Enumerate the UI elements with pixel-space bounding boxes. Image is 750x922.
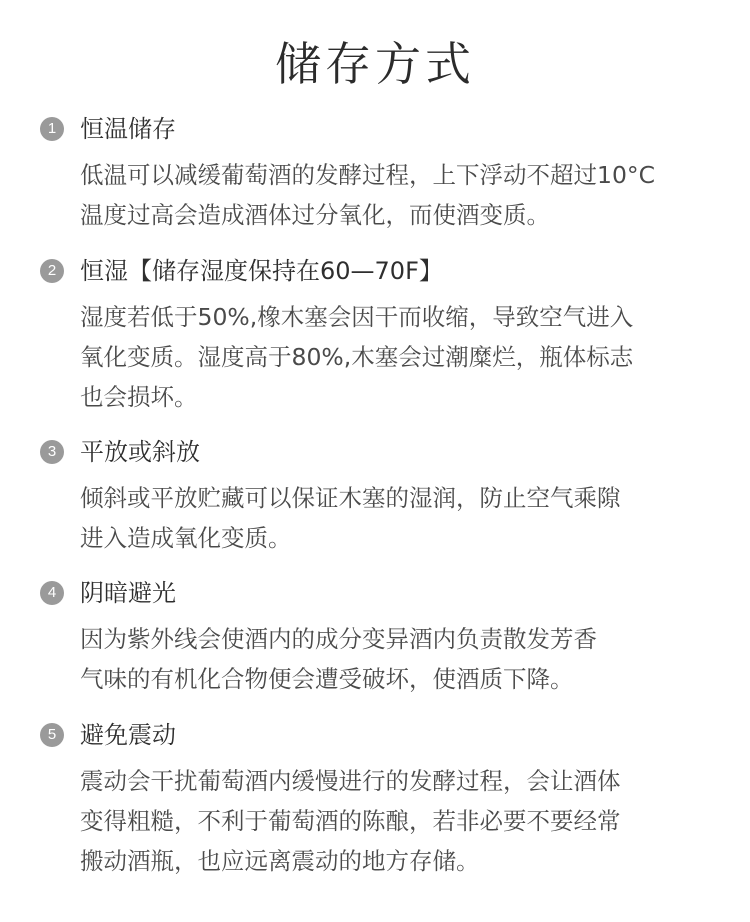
section-constant-temperature — [40, 112, 720, 235]
number-badge: 3 — [40, 440, 64, 464]
section-dark-storage — [40, 576, 720, 699]
section-title: 恒湿【储存湿度保持在60—70F】 — [80, 257, 443, 285]
body-line: 低温可以减缓葡萄酒的发酵过程，上下浮动不超过10°C — [80, 161, 656, 189]
section-header — [40, 112, 720, 146]
body-line: 变得粗糙，不利于葡萄酒的陈酿，若非必要不要经常 — [80, 807, 621, 835]
section-header — [40, 435, 720, 469]
section-body — [80, 297, 720, 417]
body-line: 湿度若低于50%,橡木塞会因干而收缩，导致空气进入 — [80, 303, 634, 331]
section-body — [80, 478, 720, 558]
body-line: 因为紫外线会使酒内的成分变异酒内负责散发芳香 — [80, 625, 597, 653]
section-constant-humidity — [40, 254, 720, 417]
body-line: 震动会干扰葡萄酒内缓慢进行的发酵过程，会让酒体 — [80, 767, 621, 795]
number-badge: 2 — [40, 259, 64, 283]
section-avoid-vibration — [40, 718, 720, 881]
body-line: 倾斜或平放贮藏可以保证木塞的湿润，防止空气乘隙 — [80, 484, 621, 512]
section-body — [80, 155, 720, 235]
body-line: 搬动酒瓶，也应远离震动的地方存储。 — [80, 847, 480, 875]
body-line: 氧化变质。湿度高于80%,木塞会过潮糜烂，瓶体标志 — [80, 343, 634, 371]
page-title: 储存方式 — [275, 37, 475, 91]
section-header — [40, 576, 720, 610]
section-body — [80, 619, 720, 699]
section-title: 避免震动 — [80, 721, 176, 749]
body-line: 气味的有机化合物便会遭受破坏，使酒质下降。 — [80, 665, 574, 693]
section-title: 恒温储存 — [80, 115, 176, 143]
section-body — [80, 761, 720, 881]
section-lay-flat-or-tilted — [40, 435, 720, 558]
number-badge: 5 — [40, 723, 64, 747]
section-header — [40, 254, 720, 288]
section-title: 阴暗避光 — [80, 579, 176, 607]
number-badge: 4 — [40, 581, 64, 605]
section-header — [40, 718, 720, 752]
number-badge: 1 — [40, 117, 64, 141]
section-title: 平放或斜放 — [80, 438, 200, 466]
body-line: 温度过高会造成酒体过分氧化，而使酒变质。 — [80, 201, 550, 229]
body-line: 也会损坏。 — [80, 383, 198, 411]
body-line: 进入造成氧化变质。 — [80, 524, 292, 552]
